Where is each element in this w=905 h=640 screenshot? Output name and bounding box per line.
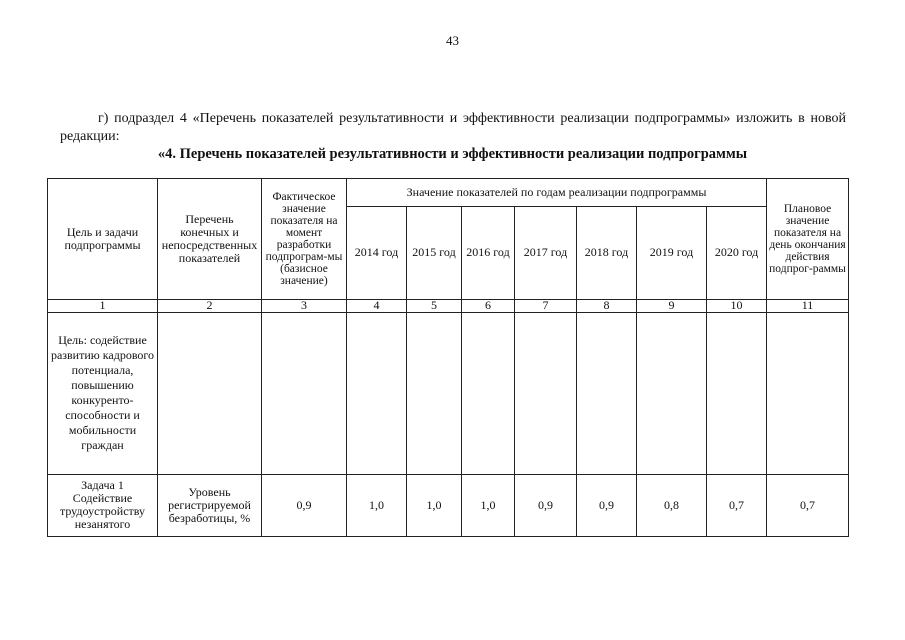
goal-cell: Цель: содействие развитию кадрового потенциала, повышению конкуренто-способности и мобильности граждан — [48, 312, 158, 474]
value-cell: 1,0 — [347, 474, 407, 536]
column-number: 11 — [767, 300, 849, 312]
empty-cell — [407, 312, 462, 474]
value-cell: 0,7 — [707, 474, 767, 536]
header-goal: Цель и задачи подпрограммы — [48, 179, 158, 300]
column-number: 3 — [262, 300, 347, 312]
header-indicators: Перечень конечных и непосредственных показателей — [158, 179, 262, 300]
column-number: 1 — [48, 300, 158, 312]
empty-cell — [462, 312, 515, 474]
page-number: 43 — [446, 33, 459, 48]
value-cell: 0,9 — [577, 474, 637, 536]
column-number: 9 — [637, 300, 707, 312]
header-planned-value: Плановое значение показателя на день окончания действия подпрог-раммы — [767, 179, 849, 300]
value-cell: 0,9 — [262, 474, 347, 536]
header-row — [48, 179, 849, 207]
section-title: «4. Перечень показателей результативности и эффективности реализации подпрограммы — [157, 146, 748, 162]
table-row-goal — [48, 312, 849, 474]
intro-paragraph: г) подраздел 4 «Перечень показателей результативности и эффективности реализации подпрограммы» изложить в новой редакции: — [60, 111, 846, 144]
value-cell: 1,0 — [407, 474, 462, 536]
indicator-cell: Уровень регистрируемой безработицы, % — [158, 474, 262, 536]
empty-cell — [577, 312, 637, 474]
indicators-table — [47, 178, 849, 537]
header-year: 2018 год — [577, 206, 637, 300]
column-number: 5 — [407, 300, 462, 312]
empty-cell — [707, 312, 767, 474]
header-year: 2017 год — [515, 206, 577, 300]
empty-cell — [158, 312, 262, 474]
empty-cell — [347, 312, 407, 474]
header-year: 2020 год — [707, 206, 767, 300]
column-number: 8 — [577, 300, 637, 312]
column-number: 4 — [347, 300, 407, 312]
column-number-row — [48, 300, 849, 312]
header-year: 2019 год — [637, 206, 707, 300]
table-row-task — [48, 474, 849, 536]
empty-cell — [767, 312, 849, 474]
header-actual-value: Фактическое значение показателя на момент разработки подпрограм-мы (базисное значение) — [262, 179, 347, 300]
value-cell: 0,8 — [637, 474, 707, 536]
header-year: 2015 год — [407, 206, 462, 300]
header-by-years: Значение показателей по годам реализации подпрограммы — [347, 179, 767, 207]
value-cell: 0,7 — [767, 474, 849, 536]
empty-cell — [515, 312, 577, 474]
empty-cell — [262, 312, 347, 474]
header-year: 2016 год — [462, 206, 515, 300]
header-year: 2014 год — [347, 206, 407, 300]
value-cell: 1,0 — [462, 474, 515, 536]
column-number: 2 — [158, 300, 262, 312]
column-number: 10 — [707, 300, 767, 312]
empty-cell — [637, 312, 707, 474]
column-number: 7 — [515, 300, 577, 312]
task-cell: Задача 1 Содействие трудоустройству незанятого — [48, 474, 158, 536]
column-number: 6 — [462, 300, 515, 312]
value-cell: 0,9 — [515, 474, 577, 536]
